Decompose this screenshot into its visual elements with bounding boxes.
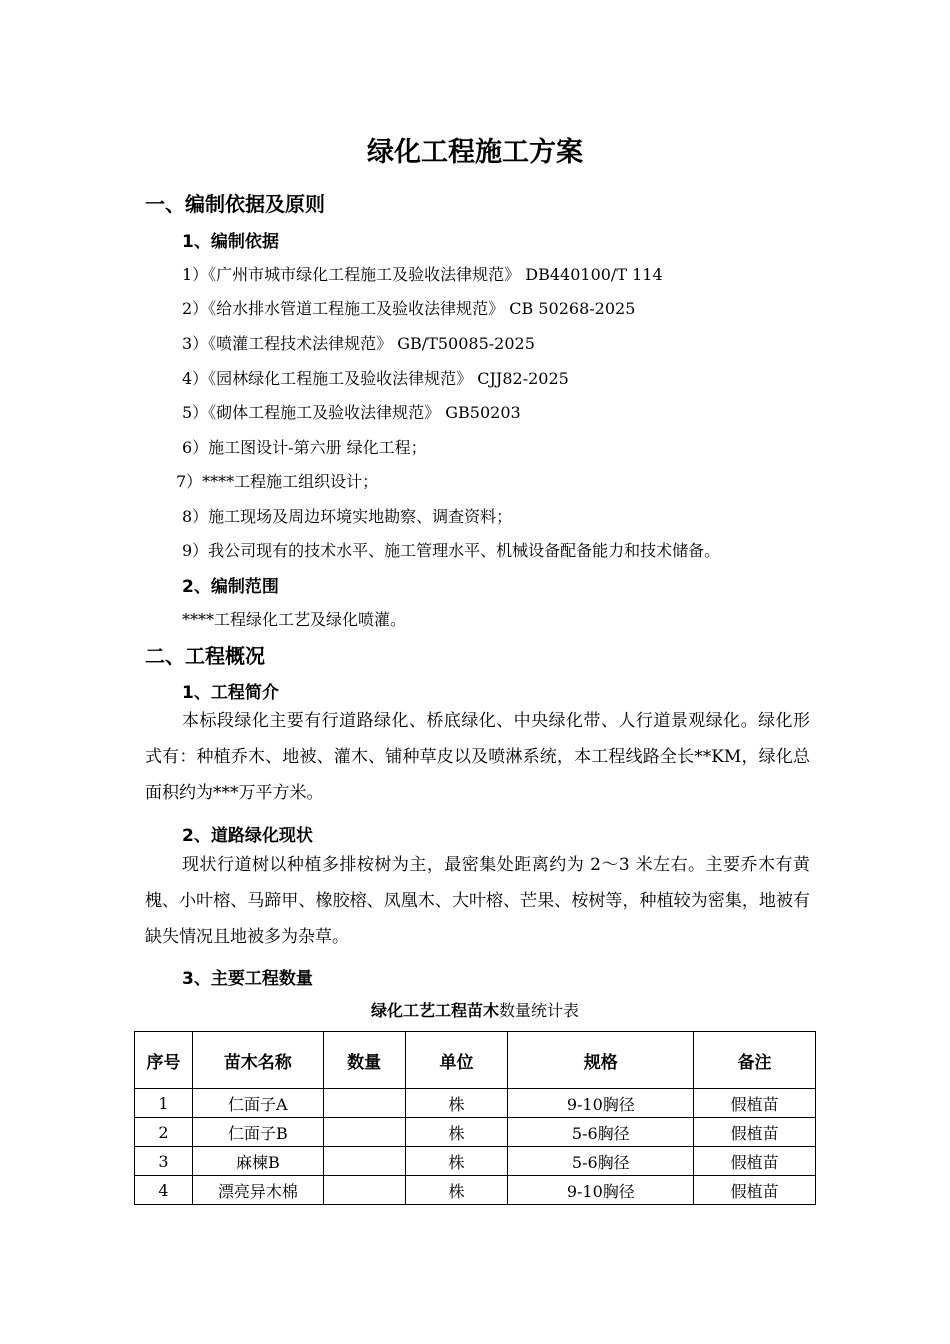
cell-name: 漂亮异木棉 [192, 1176, 323, 1205]
cell-spec: 9-10胸径 [508, 1089, 694, 1118]
header-unit: 单位 [405, 1032, 508, 1089]
cell-spec: 5-6胸径 [508, 1147, 694, 1176]
header-spec: 规格 [508, 1032, 694, 1089]
subheading-scope: 2、编制范围 [182, 577, 279, 597]
header-remark: 备注 [694, 1032, 816, 1089]
cell-quantity [323, 1176, 405, 1205]
cell-index: 3 [135, 1147, 193, 1176]
basis-item: 5）《砌体工程施工及验收法律规范》 GB50203 [182, 403, 521, 422]
cell-name: 麻楝B [192, 1147, 323, 1176]
header-quantity: 数量 [323, 1032, 405, 1089]
table-row [135, 1176, 816, 1205]
seedling-table [134, 1031, 816, 1205]
basis-item: 4）《园林绿化工程施工及验收法律规范》 CJJ82-2025 [182, 369, 569, 388]
cell-index: 1 [135, 1089, 193, 1118]
basis-item: 7）****工程施工组织设计； [176, 472, 379, 491]
cell-unit: 株 [405, 1147, 508, 1176]
basis-item: 8）施工现场及周边环境实地勘察、调查资料； [182, 507, 513, 526]
table-row [135, 1089, 816, 1118]
cell-remark: 假植苗 [694, 1176, 816, 1205]
basis-item: 1）《广州市城市绿化工程施工及验收法律规范》 DB440100/T 114 [182, 265, 663, 284]
document-title: 绿化工程施工方案 [367, 137, 583, 168]
header-name: 苗木名称 [192, 1032, 323, 1089]
basis-item: 3）《喷灌工程技术法律规范》 GB/T50085-2025 [182, 334, 535, 353]
intro-paragraph: 本标段绿化主要有行道路绿化、桥底绿化、中央绿化带、人行道景观绿化。绿化形式有：种植乔木、地被、灌木、铺种草皮以及喷淋系统，本工程线路全长**KM，绿化总面积约为***万平方米。 [145, 711, 810, 803]
cell-name: 仁面子B [192, 1118, 323, 1147]
subheading-quantities: 3、主要工程数量 [182, 969, 313, 989]
table-caption [0, 998, 950, 1021]
table-header-row [135, 1032, 816, 1089]
subheading-status: 2、道路绿化现状 [182, 826, 313, 846]
section-heading-basis: 一、编制依据及原则 [145, 192, 325, 216]
table-caption-bold: 绿化工艺工程苗木 [370, 1001, 499, 1020]
header-index: 序号 [135, 1032, 193, 1089]
cell-quantity [323, 1089, 405, 1118]
cell-spec: 9-10胸径 [508, 1176, 694, 1205]
basis-item: 9）我公司现有的技术水平、施工管理水平、机械设备配备能力和技术储备。 [182, 541, 721, 560]
basis-item: 2）《给水排水管道工程施工及验收法律规范》 CB 50268-2025 [182, 299, 636, 318]
section-heading-overview: 二、工程概况 [145, 644, 265, 668]
table-caption-normal: 数量统计表 [499, 1001, 580, 1020]
cell-name: 仁面子A [192, 1089, 323, 1118]
cell-remark: 假植苗 [694, 1089, 816, 1118]
cell-index: 4 [135, 1176, 193, 1205]
cell-unit: 株 [405, 1176, 508, 1205]
table-row [135, 1147, 816, 1176]
cell-spec: 5-6胸径 [508, 1118, 694, 1147]
basis-item: 6）施工图设计-第六册 绿化工程； [182, 438, 427, 457]
cell-quantity [323, 1147, 405, 1176]
cell-index: 2 [135, 1118, 193, 1147]
subheading-intro: 1、工程简介 [182, 683, 279, 703]
scope-text: ****工程绿化工艺及绿化喷灌。 [182, 610, 407, 629]
cell-remark: 假植苗 [694, 1147, 816, 1176]
cell-quantity [323, 1118, 405, 1147]
table-row [135, 1118, 816, 1147]
cell-unit: 株 [405, 1089, 508, 1118]
cell-unit: 株 [405, 1118, 508, 1147]
cell-remark: 假植苗 [694, 1118, 816, 1147]
subheading-basis: 1、编制依据 [182, 232, 279, 252]
status-paragraph: 现状行道树以种植多排桉树为主，最密集处距离约为 2～3 米左右。主要乔木有黄槐、小叶榕、马蹄甲、橡胶榕、凤凰木、大叶榕、芒果、桉树等，种植较为密集，地被有缺失情况且地被多为杂草。 [145, 855, 810, 947]
